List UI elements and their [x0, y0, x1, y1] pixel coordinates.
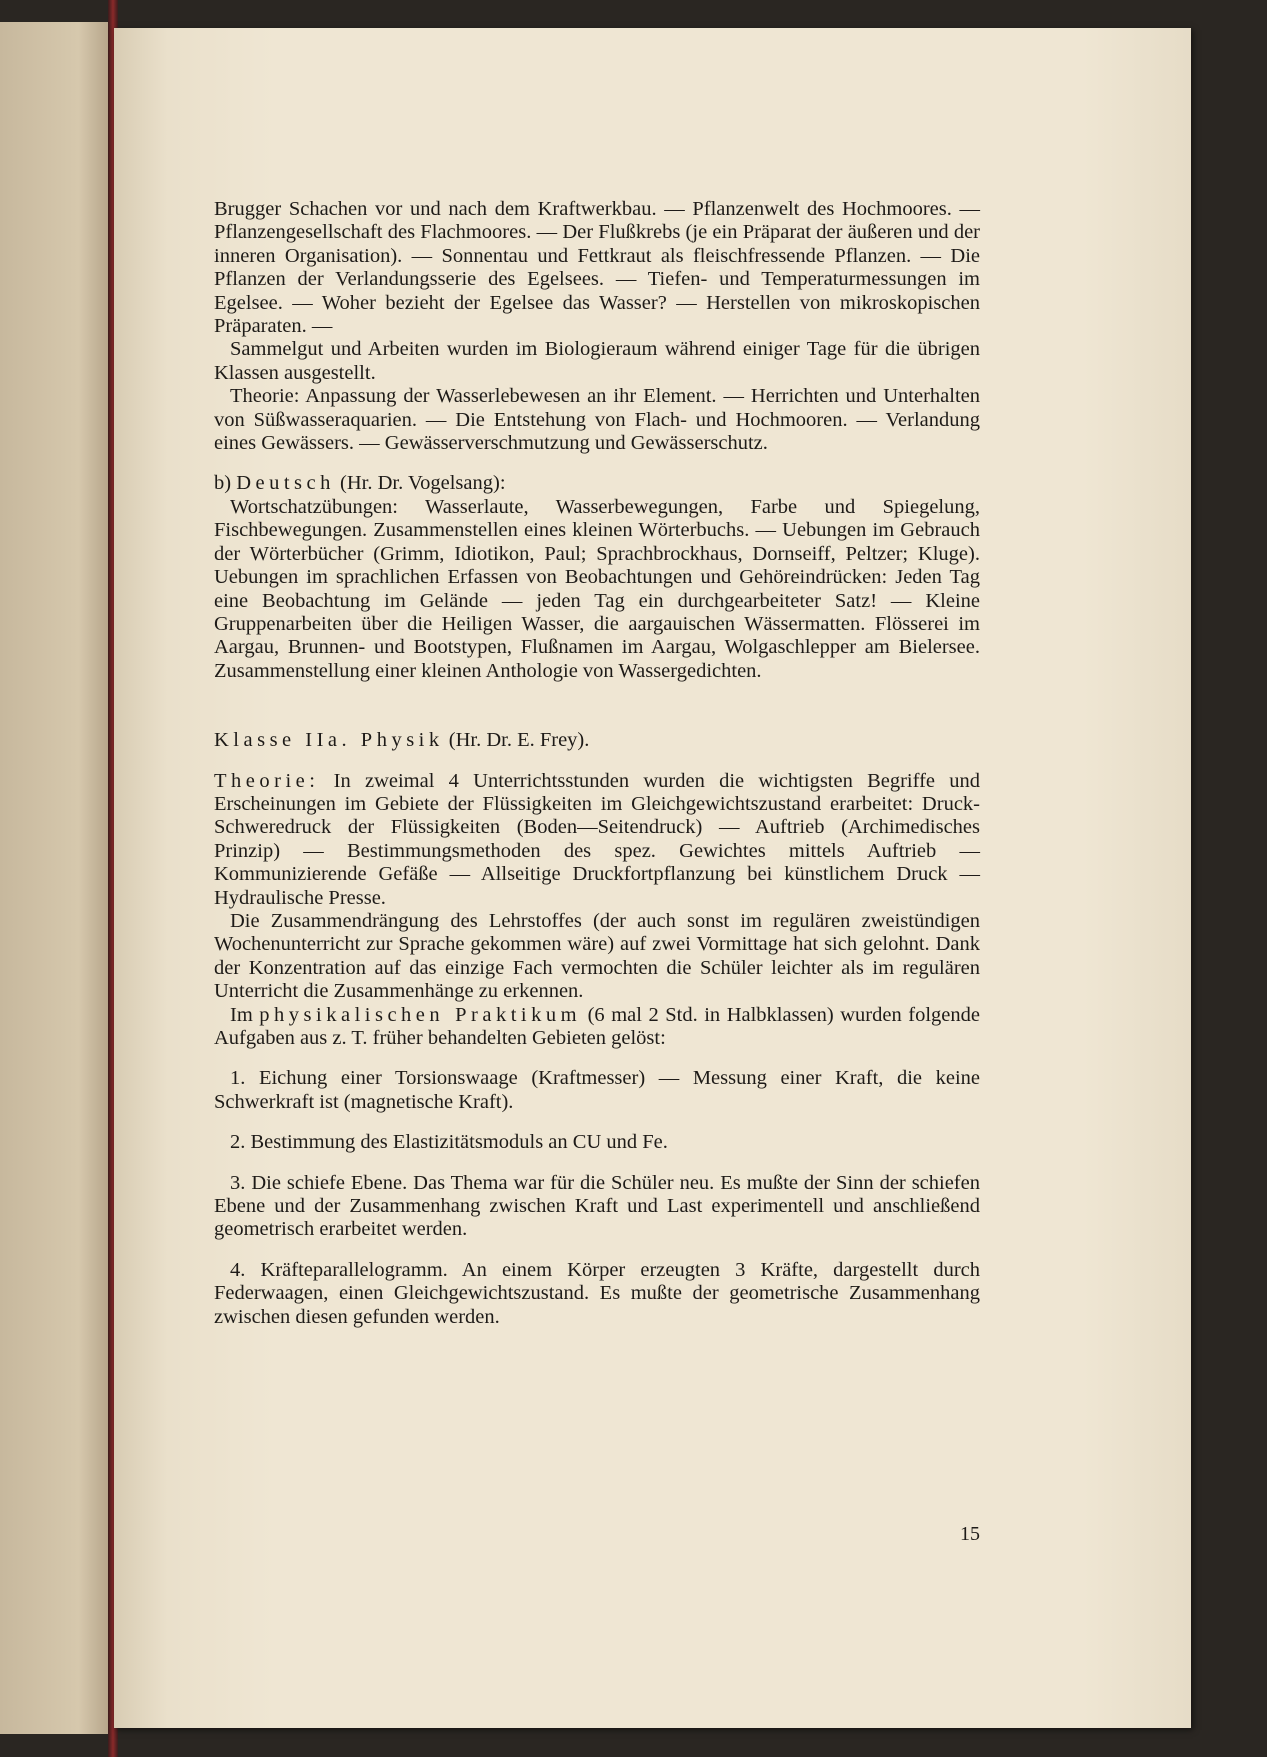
deutsch-heading: b) Deutsch (Hr. Dr. Vogelsang): — [214, 472, 506, 495]
list-item: 3. Die schiefe Ebene. Das Thema war für die Schüler neu. Es mußte der Sinn der schiefen Ebene und der Zusammenhang zwischen Kraft und Last experimentell und anschließend geometrisch erarbeitet werden. — [214, 1171, 980, 1241]
list-item: 2. Bestimmung des Elastizitätsmoduls an CU und Fe. — [230, 1131, 668, 1154]
page-number: 15 — [960, 1523, 980, 1545]
list-item: 4. Kräfteparallelogramm. An einem Körper erzeugten 3 Kräfte, dargestellt durch Federwaagen, einen Gleichgewichtszustand. Es mußte der geometrische Zusammenhang zwischen diesen gefunden werden. — [214, 1258, 980, 1328]
left-page-edge — [0, 22, 112, 1734]
page-text — [214, 198, 980, 1329]
physik-heading: Klasse IIa. Physik (Hr. Dr. E. Frey). — [214, 729, 590, 752]
concentration-paragraph: Die Zusammendrängung des Lehrstoffes (der auch sonst im regulären zweistündigen Wochenunterricht zur Sprache gekommen wäre) auf zwei Vormittage hat sich gelohnt. Dank der Konzentration auf das einzige Fach vermochten die Schüler leichter als im regulären Unterricht die Zusammenhänge zu erkennen. — [214, 909, 980, 1003]
klasse-label: Klasse — [214, 729, 296, 752]
exhibition-paragraph: Sammelgut und Arbeiten wurden im Biologieraum während einiger Tage für die übrigen Klassen ausgestellt. — [214, 338, 980, 384]
praktikum-paragraph: Im physikalischen Praktikum (6 mal 2 Std. in Halbklassen) wurden folgende Aufgaben aus z. T. früher behandelten Gebieten gelöst: — [214, 1003, 980, 1049]
physik-subject: Physik — [360, 729, 444, 752]
praktikum-label: physikalischen Praktikum — [259, 1003, 582, 1026]
deutsch-subject: Deutsch — [236, 472, 335, 495]
deutsch-paragraph: Wortschatzübungen: Wasserlaute, Wasserbewegungen, Farbe und Spiegelung, Fischbewegungen. Zusammenstellen eines kleinen Wörterbuchs. — Uebungen im Gebrauch der Wörterbücher (Grimm, Idiotikon, Paul; Sprachbrockhaus, Dornseiff, Peltzer; Kluge). Uebungen im sprachlichen Erfassen von Beobachtungen und Gehöreindrücken: Jeden Tag eine Beobachtung im Gelände — jeden Tag ein durchgearbeiteter Satz! — Kleine Gruppenarbeiten über die Heiligen Wasser, die aargauischen Wässermatten. Flösserei im Aargau, Brunnen- und Bootstypen, Flußnamen im Aargau, Wolgaschlepper am Bielersee. Zusammenstellung einer kleinen Anthologie von Wassergedichten. — [214, 495, 980, 682]
list-item: 1. Eichung einer Torsionswaage (Kraftmesser) — Messung einer Kraft, die keine Schwerkraft ist (magnetische Kraft). — [214, 1067, 980, 1113]
theorie-label: Theorie: — [214, 769, 320, 792]
theorie-paragraph: Theorie: In zweimal 4 Unterrichtsstunden wurden die wichtigsten Begriffe und Erscheinungen im Gebiete der Flüssigkeiten im Gleichgewichtszustand erarbeitet: Druck-Schweredruck der Flüssigkeiten (Boden—Seitendruck) — Auftrieb (Archimedisches Prinzip) — Bestimmungsmethoden des spez. Gewichtes mittels Auftrieb — Kommunizierende Gefäße — Allseitige Druckfortpflanzung bei künstlichem Druck — Hydraulische Presse. — [214, 769, 980, 909]
biology-theory-paragraph: Theorie: Anpassung der Wasserlebewesen an ihr Element. — Herrichten und Unterhalten von Süßwasseraquarien. — Die Entstehung von Flach- und Hochmooren. — Verlandung eines Gewässers. — Gewässerverschmutzung und Gewässerschutz. — [214, 385, 980, 455]
biology-topics-paragraph: Brugger Schachen vor und nach dem Kraftwerkbau. — Pflanzenwelt des Hochmoores. — Pflanzengesellschaft des Flachmoores. — Der Flußkrebs (je ein Präparat der äußeren und der inneren Organisation). — Sonnentau und Fettkraut als fleischfressende Pflanzen. — Die Pflanzen der Verlandungsserie des Egelsees. — Tiefen- und Temperaturmessungen im Egelsee. — Woher bezieht der Egelsee das Wasser? — Herstellen von mikroskopischen Präparaten. — — [214, 198, 980, 338]
